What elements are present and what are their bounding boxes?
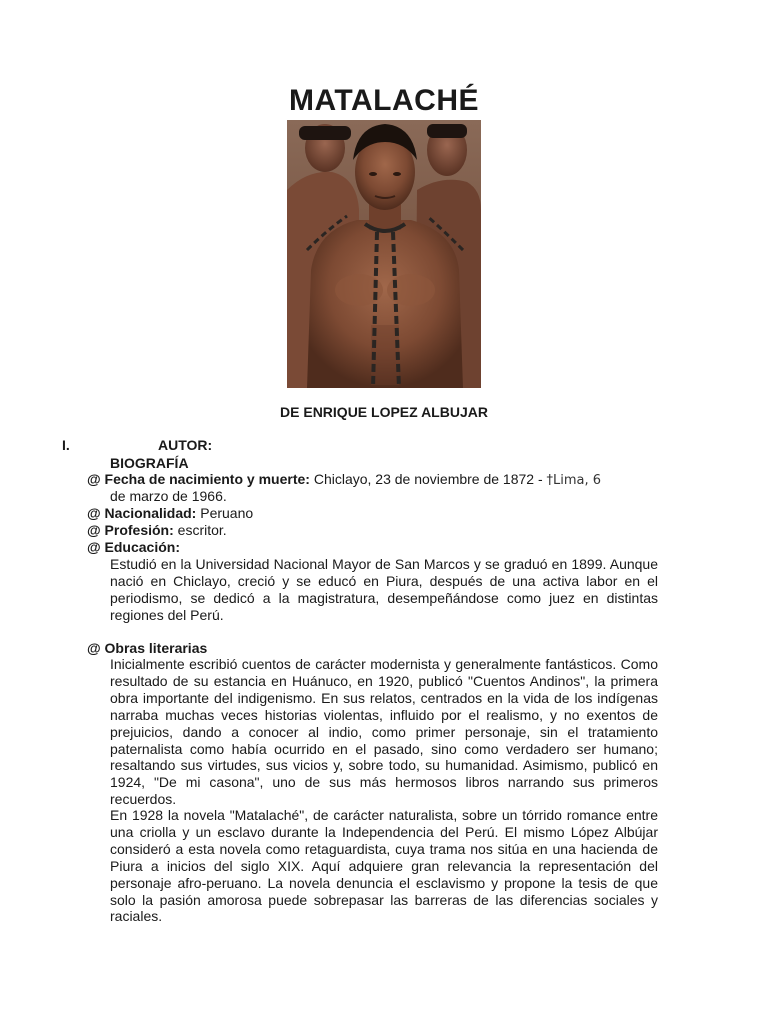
profession-label: @ Profesión:: [87, 522, 174, 538]
education-label: @ Educación:: [87, 539, 180, 555]
author-byline: DE ENRIQUE LOPEZ ALBUJAR: [280, 404, 488, 420]
birth-death-value: Chiclayo, 23 de noviembre de 1872 -: [309, 471, 547, 487]
works-item: [87, 640, 659, 657]
section-title: AUTOR:: [158, 437, 213, 453]
profession-item: [87, 522, 659, 539]
cover-photo: [287, 120, 481, 388]
education-item: [87, 539, 659, 556]
profession-value: escritor.: [173, 522, 227, 538]
document-title: MATALACHÉ: [288, 84, 480, 117]
nationality-label: @ Nacionalidad:: [87, 505, 197, 521]
birth-death-label: @ Fecha de nacimiento y muerte:: [87, 471, 310, 487]
birth-death-item: [87, 471, 659, 489]
education-paragraph: Estudió en la Universidad Nacional Mayor de San Marcos y se graduó en 1899. Aunque nació en Chiclayo, creció y se educó en Piura, después de una activa labor en el periodismo, se dedicó a la magistratura, desempeñándose como juez en distintas regiones del Perú.: [110, 556, 658, 623]
section-number: I.: [62, 437, 70, 453]
nationality-item: [87, 505, 659, 522]
works-label: @ Obras literarias: [87, 640, 208, 656]
nationality-value: Peruano: [196, 505, 254, 521]
birth-death-item-cont: de marzo de 1966.: [110, 488, 227, 504]
works-paragraph-2: En 1928 la novela "Matalaché", de carácter naturalista, sobre un tórrido romance entre una criolla y un esclavo durante la Independencia del Perú. El mismo López Albújar consideró a esta novela como retaguardista, cuya trama nos sitúa en una hacienda de Piura a inicios del siglo XIX. Aquí adquiere gran relevancia la representación del personaje afro-peruano. La novela denuncia el esclavismo y propone la tesis de que solo la pasión amorosa puede sobrepasar las barreras de las diferencias sociales y raciales.: [110, 807, 658, 925]
death-place-value: †Lima, 6: [546, 473, 602, 488]
cover-photo-image: [287, 120, 481, 388]
works-paragraph-1: Inicialmente escribió cuentos de carácter modernista y generalmente fantásticos. Como resultado de su estancia en Huánuco, en 1920, publicó "Cuentos Andinos", la primera obra importante del indigenismo. En sus relatos, centrados en la vida de los indígenas narraba muchas veces historias violentas, influido por el realismo, y no exentos de prejuicios, dando a conocer al indio, como primer personaje, sin el tratamiento paternalista como había ocurrido en el pasado, sino como verdadero ser humano; resaltando sus virtudes, sus vicios y, sobre todo, su humanidad. Asimismo, publicó en 1924, "De mi casona", uno de sus más hermosos libros narrando sus primeros recuerdos.: [110, 656, 658, 808]
section-subtitle: BIOGRAFÍA: [110, 455, 189, 471]
